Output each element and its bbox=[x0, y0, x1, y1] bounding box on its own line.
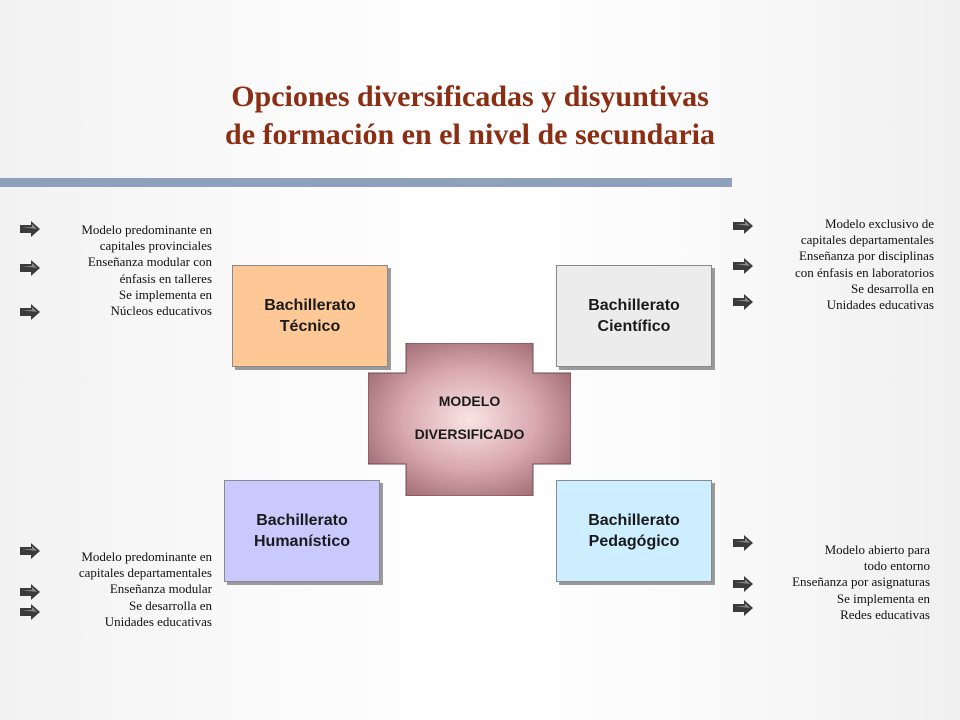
box-bachillerato-tecnico bbox=[232, 265, 388, 367]
box-humanistico-line-1: Bachillerato bbox=[256, 512, 348, 529]
note-line: Se implementa en bbox=[118, 286, 212, 302]
note-line: Enseñanza modular con bbox=[87, 254, 212, 270]
note-line: Modelo predominante en bbox=[81, 549, 212, 564]
note-line: énfasis en talleres bbox=[119, 270, 212, 286]
title-divider bbox=[0, 178, 732, 187]
box-cientifico-line-2: Científico bbox=[597, 318, 671, 335]
arrow-right-icon bbox=[20, 304, 40, 320]
note-line: Núcleos educativos bbox=[110, 303, 212, 319]
note-line: con énfasis en laboratorios bbox=[795, 264, 934, 280]
center-label-line-1: MODELO bbox=[438, 393, 501, 409]
note-line: Se desarrolla en bbox=[850, 280, 934, 296]
note-line: Modelo abierto para bbox=[824, 542, 930, 557]
title-line-1: Opciones diversificadas y disyuntivas bbox=[231, 80, 709, 113]
note-line: Enseñanza modular bbox=[109, 581, 212, 597]
note-line: Unidades educativas bbox=[104, 613, 212, 629]
page-title bbox=[100, 78, 840, 154]
note-line: Unidades educativas bbox=[826, 297, 934, 313]
arrow-right-icon bbox=[733, 294, 753, 310]
note-line: Modelo predominante en bbox=[81, 222, 212, 237]
box-cientifico-line-1: Bachillerato bbox=[588, 297, 680, 314]
box-bachillerato-cientifico bbox=[556, 265, 712, 367]
arrow-right-icon bbox=[20, 221, 40, 237]
arrow-right-icon bbox=[733, 576, 753, 592]
arrow-right-icon bbox=[20, 543, 40, 559]
note-line: Modelo exclusivo de bbox=[824, 216, 934, 231]
note-line: Redes educativas bbox=[840, 606, 930, 622]
note-line: Se implementa en bbox=[836, 590, 930, 606]
box-tecnico-line-2: Técnico bbox=[279, 318, 341, 335]
arrow-right-icon bbox=[733, 600, 753, 616]
note-top-left bbox=[81, 222, 212, 319]
note-bottom-right bbox=[792, 542, 930, 623]
center-label bbox=[368, 385, 571, 451]
arrow-right-icon bbox=[733, 218, 753, 234]
note-line: capitales provinciales bbox=[99, 238, 212, 254]
box-bachillerato-pedagogico bbox=[556, 480, 712, 582]
note-line: capitales departamentales bbox=[78, 565, 212, 581]
box-pedagogico-line-1: Bachillerato bbox=[588, 512, 680, 529]
note-top-right bbox=[795, 216, 934, 313]
arrow-right-icon bbox=[20, 260, 40, 276]
arrow-right-icon bbox=[733, 258, 753, 274]
note-line: Enseñanza por asignaturas bbox=[792, 574, 930, 590]
note-line: Se desarrolla en bbox=[128, 597, 212, 613]
arrow-right-icon bbox=[733, 535, 753, 551]
arrow-right-icon bbox=[20, 584, 40, 600]
arrow-right-icon bbox=[20, 604, 40, 620]
note-line: Enseñanza por disciplinas bbox=[798, 248, 934, 264]
note-line: capitales departamentales bbox=[800, 232, 934, 248]
note-line: todo entorno bbox=[863, 558, 930, 574]
center-label-line-2: DIVERSIFICADO bbox=[414, 426, 525, 442]
box-pedagogico-line-2: Pedagógico bbox=[588, 533, 680, 550]
box-humanistico-line-2: Humanístico bbox=[253, 533, 350, 550]
title-line-2: de formación en el nivel de secundaria bbox=[225, 118, 715, 151]
box-bachillerato-humanistico bbox=[224, 480, 380, 582]
box-tecnico-line-1: Bachillerato bbox=[264, 297, 356, 314]
note-bottom-left bbox=[79, 549, 212, 630]
